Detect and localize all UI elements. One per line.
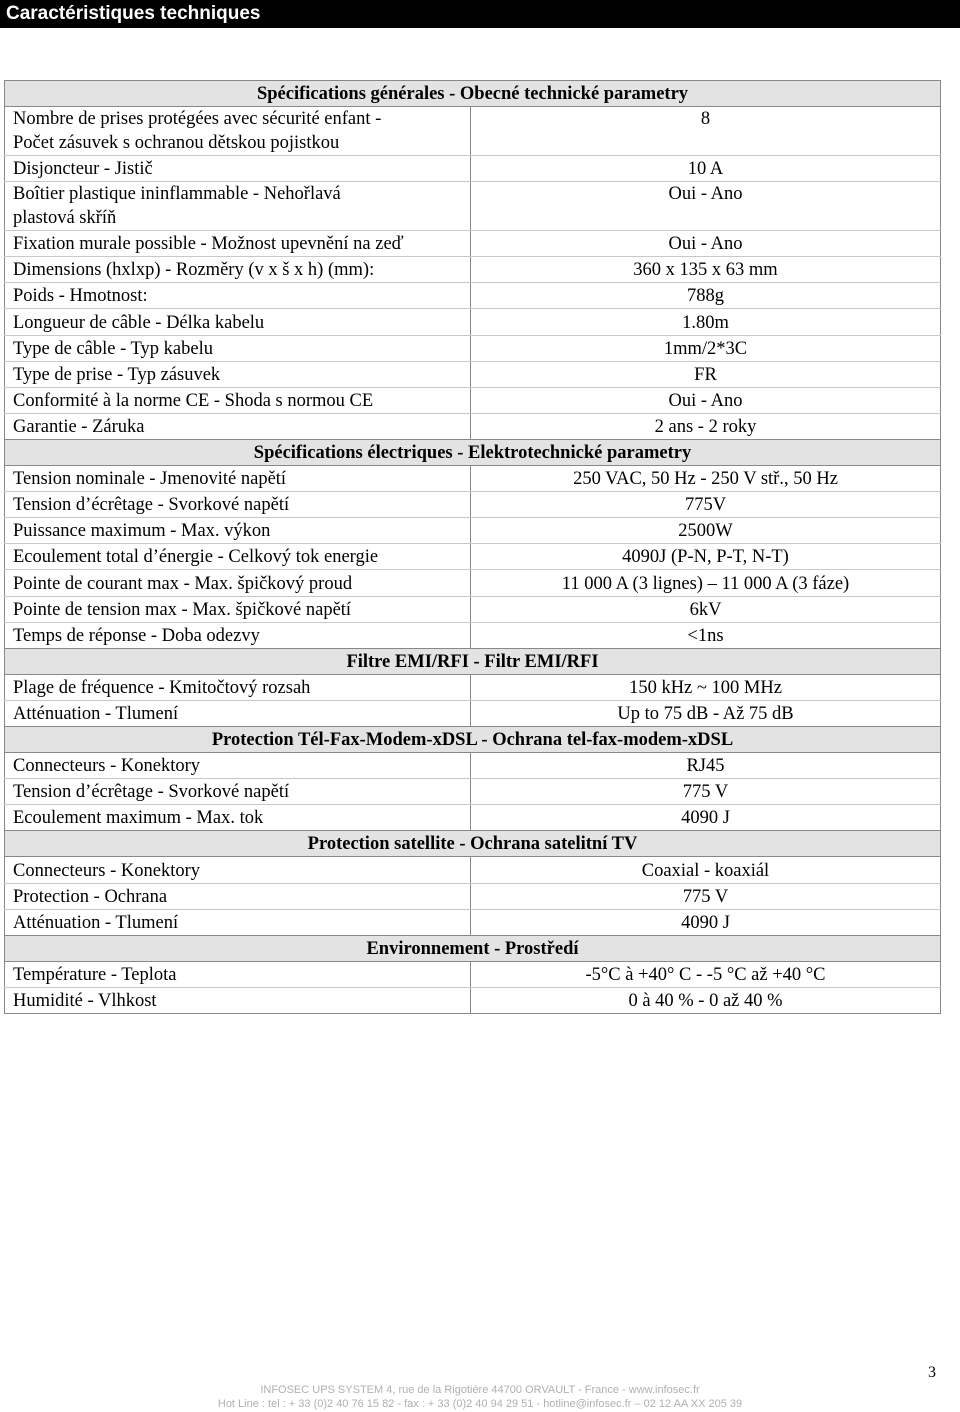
spec-table-body <box>5 81 941 1014</box>
spec-label: Tension nominale - Jmenovité napětí <box>5 466 471 492</box>
spec-value: 788g <box>471 283 941 309</box>
spec-label: Ecoulement total d’énergie - Celkový tok energie <box>5 544 471 570</box>
section-title: Spécifications générales - Obecné technické parametry <box>5 81 941 107</box>
table-row <box>5 156 941 182</box>
spec-label: Plage de fréquence - Kmitočtový rozsah <box>5 674 471 700</box>
spec-value: 4090 J <box>471 805 941 831</box>
table-row <box>5 779 941 805</box>
footer-address: INFOSEC UPS SYSTEM 4, rue de la Rigotière 44700 ORVAULT - France - www.infosec.fr <box>260 1384 700 1396</box>
spec-value: 0 à 40 % - 0 až 40 % <box>471 987 941 1013</box>
spec-value: 1.80m <box>471 309 941 335</box>
spec-label: Fixation murale possible - Možnost upevnění na zeď <box>5 231 471 257</box>
table-row <box>5 753 941 779</box>
spec-label: Puissance maximum - Max. výkon <box>5 518 471 544</box>
spec-value: 4090J (P-N, P-T, N-T) <box>471 544 941 570</box>
table-row <box>5 387 941 413</box>
spec-label: Conformité à la norme CE - Shoda s normou CE <box>5 387 471 413</box>
spec-label: Température - Teplota <box>5 961 471 987</box>
spec-value: -5°C à +40° C - -5 °C až +40 °C <box>471 961 941 987</box>
spec-value: 150 kHz ~ 100 MHz <box>471 674 941 700</box>
table-row <box>5 309 941 335</box>
section-title: Filtre EMI/RFI - Filtr EMI/RFI <box>5 648 941 674</box>
table-row <box>5 700 941 726</box>
spec-value: 2 ans - 2 roky <box>471 413 941 439</box>
table-row <box>5 961 941 987</box>
table-row <box>5 413 941 439</box>
table-row <box>5 257 941 283</box>
spec-label: Connecteurs - Konektory <box>5 753 471 779</box>
spec-value: Oui - Ano <box>471 182 941 231</box>
spec-value: <1ns <box>471 622 941 648</box>
spec-label: Atténuation - Tlumení <box>5 909 471 935</box>
spec-value: 8 <box>471 107 941 156</box>
table-row <box>5 570 941 596</box>
table-row <box>5 622 941 648</box>
table-row <box>5 107 941 156</box>
section-header <box>5 831 941 857</box>
spec-label: Type de câble - Typ kabelu <box>5 335 471 361</box>
spec-label: Pointe de tension max - Max. špičkové napětí <box>5 596 471 622</box>
spec-value: 250 VAC, 50 Hz - 250 V stř., 50 Hz <box>471 466 941 492</box>
section-title: Environnement - Prostředí <box>5 935 941 961</box>
table-row <box>5 231 941 257</box>
section-title: Spécifications électriques - Elektrotechnické parametry <box>5 439 941 465</box>
spec-value: 1mm/2*3C <box>471 335 941 361</box>
section-title: Protection Tél-Fax-Modem-xDSL - Ochrana tel-fax-modem-xDSL <box>5 726 941 752</box>
section-header <box>5 81 941 107</box>
spec-label: Tension d’écrêtage - Svorkové napětí <box>5 492 471 518</box>
spec-value: Oui - Ano <box>471 387 941 413</box>
section-header <box>5 935 941 961</box>
spec-label: Humidité - Vlhkost <box>5 987 471 1013</box>
section-title: Protection satellite - Ochrana satelitní TV <box>5 831 941 857</box>
table-row <box>5 492 941 518</box>
footer-hotline: Hot Line : tel : + 33 (0)2 40 76 15 82 - fax : + 33 (0)2 40 94 29 51 - hotline@infosec.fr – 02 12 AA XX 205 39 <box>217 1398 743 1410</box>
spec-value: 10 A <box>471 156 941 182</box>
spec-value: Oui - Ano <box>471 231 941 257</box>
spec-label: Protection - Ochrana <box>5 883 471 909</box>
table-row <box>5 596 941 622</box>
table-row <box>5 283 941 309</box>
spec-label: Ecoulement maximum - Max. tok <box>5 805 471 831</box>
page-title: Caractéristiques techniques <box>6 3 261 24</box>
table-row <box>5 518 941 544</box>
table-row <box>5 857 941 883</box>
spec-value: 4090 J <box>471 909 941 935</box>
spec-label: Pointe de courant max - Max. špičkový proud <box>5 570 471 596</box>
spec-label: Poids - Hmotnost: <box>5 283 471 309</box>
spec-value: 11 000 A (3 lignes) – 11 000 A (3 fáze) <box>471 570 941 596</box>
spec-value: 360 x 135 x 63 mm <box>471 257 941 283</box>
spec-label: Garantie - Záruka <box>5 413 471 439</box>
table-row <box>5 544 941 570</box>
table-row <box>5 361 941 387</box>
section-header <box>5 439 941 465</box>
table-row <box>5 805 941 831</box>
spec-value: Up to 75 dB - Až 75 dB <box>471 700 941 726</box>
spec-value: 775V <box>471 492 941 518</box>
spec-label: Disjoncteur - Jistič <box>5 156 471 182</box>
spec-label: Type de prise - Typ zásuvek <box>5 361 471 387</box>
spec-label: Boîtier plastique ininflammable - Nehořlavá plastová skříň <box>5 182 471 231</box>
spec-value: 6kV <box>471 596 941 622</box>
spec-table <box>4 80 941 1014</box>
spec-label: Tension d’écrêtage - Svorkové napětí <box>5 779 471 805</box>
table-row <box>5 909 941 935</box>
spec-label: Connecteurs - Konektory <box>5 857 471 883</box>
spec-value: FR <box>471 361 941 387</box>
table-row <box>5 674 941 700</box>
spec-value: 775 V <box>471 883 941 909</box>
table-row <box>5 883 941 909</box>
table-row <box>5 466 941 492</box>
section-header <box>5 648 941 674</box>
table-row <box>5 987 941 1013</box>
page-number: 3 <box>928 1364 936 1381</box>
spec-label: Temps de réponse - Doba odezvy <box>5 622 471 648</box>
spec-value: Coaxial - koaxiál <box>471 857 941 883</box>
spec-value: RJ45 <box>471 753 941 779</box>
page-header <box>0 0 960 28</box>
spec-value: 775 V <box>471 779 941 805</box>
spec-value: 2500W <box>471 518 941 544</box>
spec-label: Dimensions (hxlxp) - Rozměry (v x š x h) (mm): <box>5 257 471 283</box>
table-row <box>5 182 941 231</box>
spec-label: Longueur de câble - Délka kabelu <box>5 309 471 335</box>
spec-label: Nombre de prises protégées avec sécurité enfant - Počet zásuvek s ochranou dětskou pojistkou <box>5 107 471 156</box>
table-row <box>5 335 941 361</box>
section-header <box>5 726 941 752</box>
spec-label: Atténuation - Tlumení <box>5 700 471 726</box>
